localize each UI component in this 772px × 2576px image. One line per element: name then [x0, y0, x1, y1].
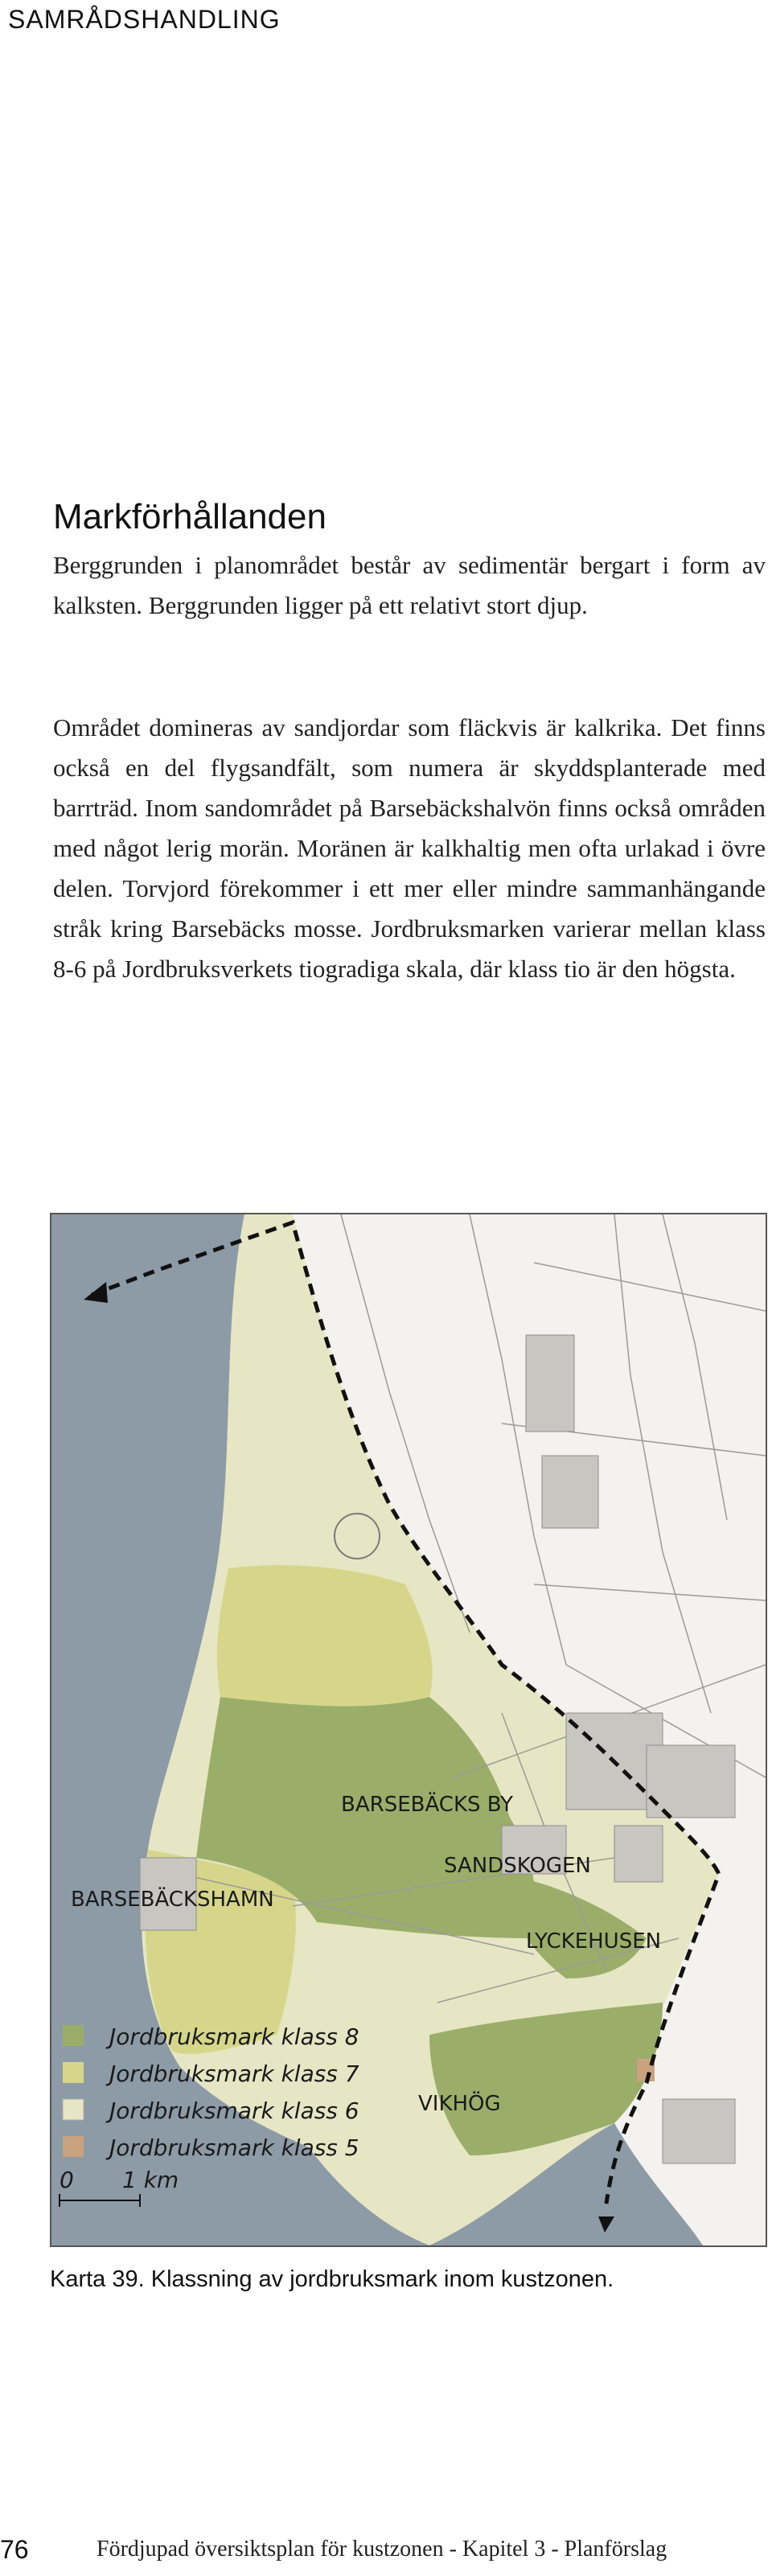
legend-label-class6: Jordbruksmark klass 6: [109, 2097, 359, 2124]
place-label-barsebacks-by: BARSEBÄCKS BY: [341, 1793, 514, 1817]
document-header: [0, 0, 314, 37]
footer-text: Fördjupad översiktsplan för kustzonen - Kapitel 3 - Planförslag: [96, 2537, 667, 2562]
place-label-sandskogen: SANDSKOGEN: [444, 1854, 591, 1878]
soil-class-map: [50, 1213, 767, 2247]
page-number: 76: [0, 2535, 29, 2564]
legend-swatch-class8: [63, 2025, 84, 2046]
map-caption: Karta 39. Klassning av jordbruksmark inom kustzonen.: [50, 2266, 614, 2292]
scale-end-label: 1 km: [122, 2167, 179, 2193]
legend-swatch-class6: [63, 2099, 84, 2120]
section-title: Markförhållanden: [53, 497, 326, 536]
place-label-lyckehusen: LYCKEHUSEN: [526, 1929, 662, 1954]
place-label-barsebackshamn: BARSEBÄCKSHAMN: [71, 1888, 274, 1912]
place-label-vikhog: VIKHÖG: [418, 2092, 501, 2116]
legend-label-class8: Jordbruksmark klass 8: [109, 2023, 359, 2050]
legend-label-class7: Jordbruksmark klass 7: [109, 2060, 359, 2087]
header-label: SAMRÅDSHANDLING: [8, 5, 281, 34]
scale-start-label: 0: [60, 2167, 74, 2193]
paragraph-bedrock: Berggrunden i planområdet består av sedimentär bergart i form av kalksten. Berggrunden ligger på ett relativt stort djup.: [53, 551, 766, 619]
paragraph-soils: Området domineras av sandjordar som fläckvis är kalkrika. Det finns också en del flygsandfält, som numera är skyddsplanterade med barrträd. Inom sandområdet på Barsebäckshalvön finns också områden med något lerig morän. Moränen är kalkhaltig men ofta urlakad i övre delen. Torvjord förekommer i ett mer eller mindre sammanhängande stråk kring Barsebäcks mosse. Jordbruksmarken varierar mellan klass 8-6 på Jordbruksverkets tiogradiga skala, där klass tio är den högsta.: [53, 713, 766, 983]
class7-area: [217, 1565, 433, 1706]
legend-swatch-class7: [63, 2062, 84, 2083]
legend-swatch-class5: [63, 2136, 84, 2157]
legend-label-class5: Jordbruksmark klass 5: [109, 2134, 359, 2161]
